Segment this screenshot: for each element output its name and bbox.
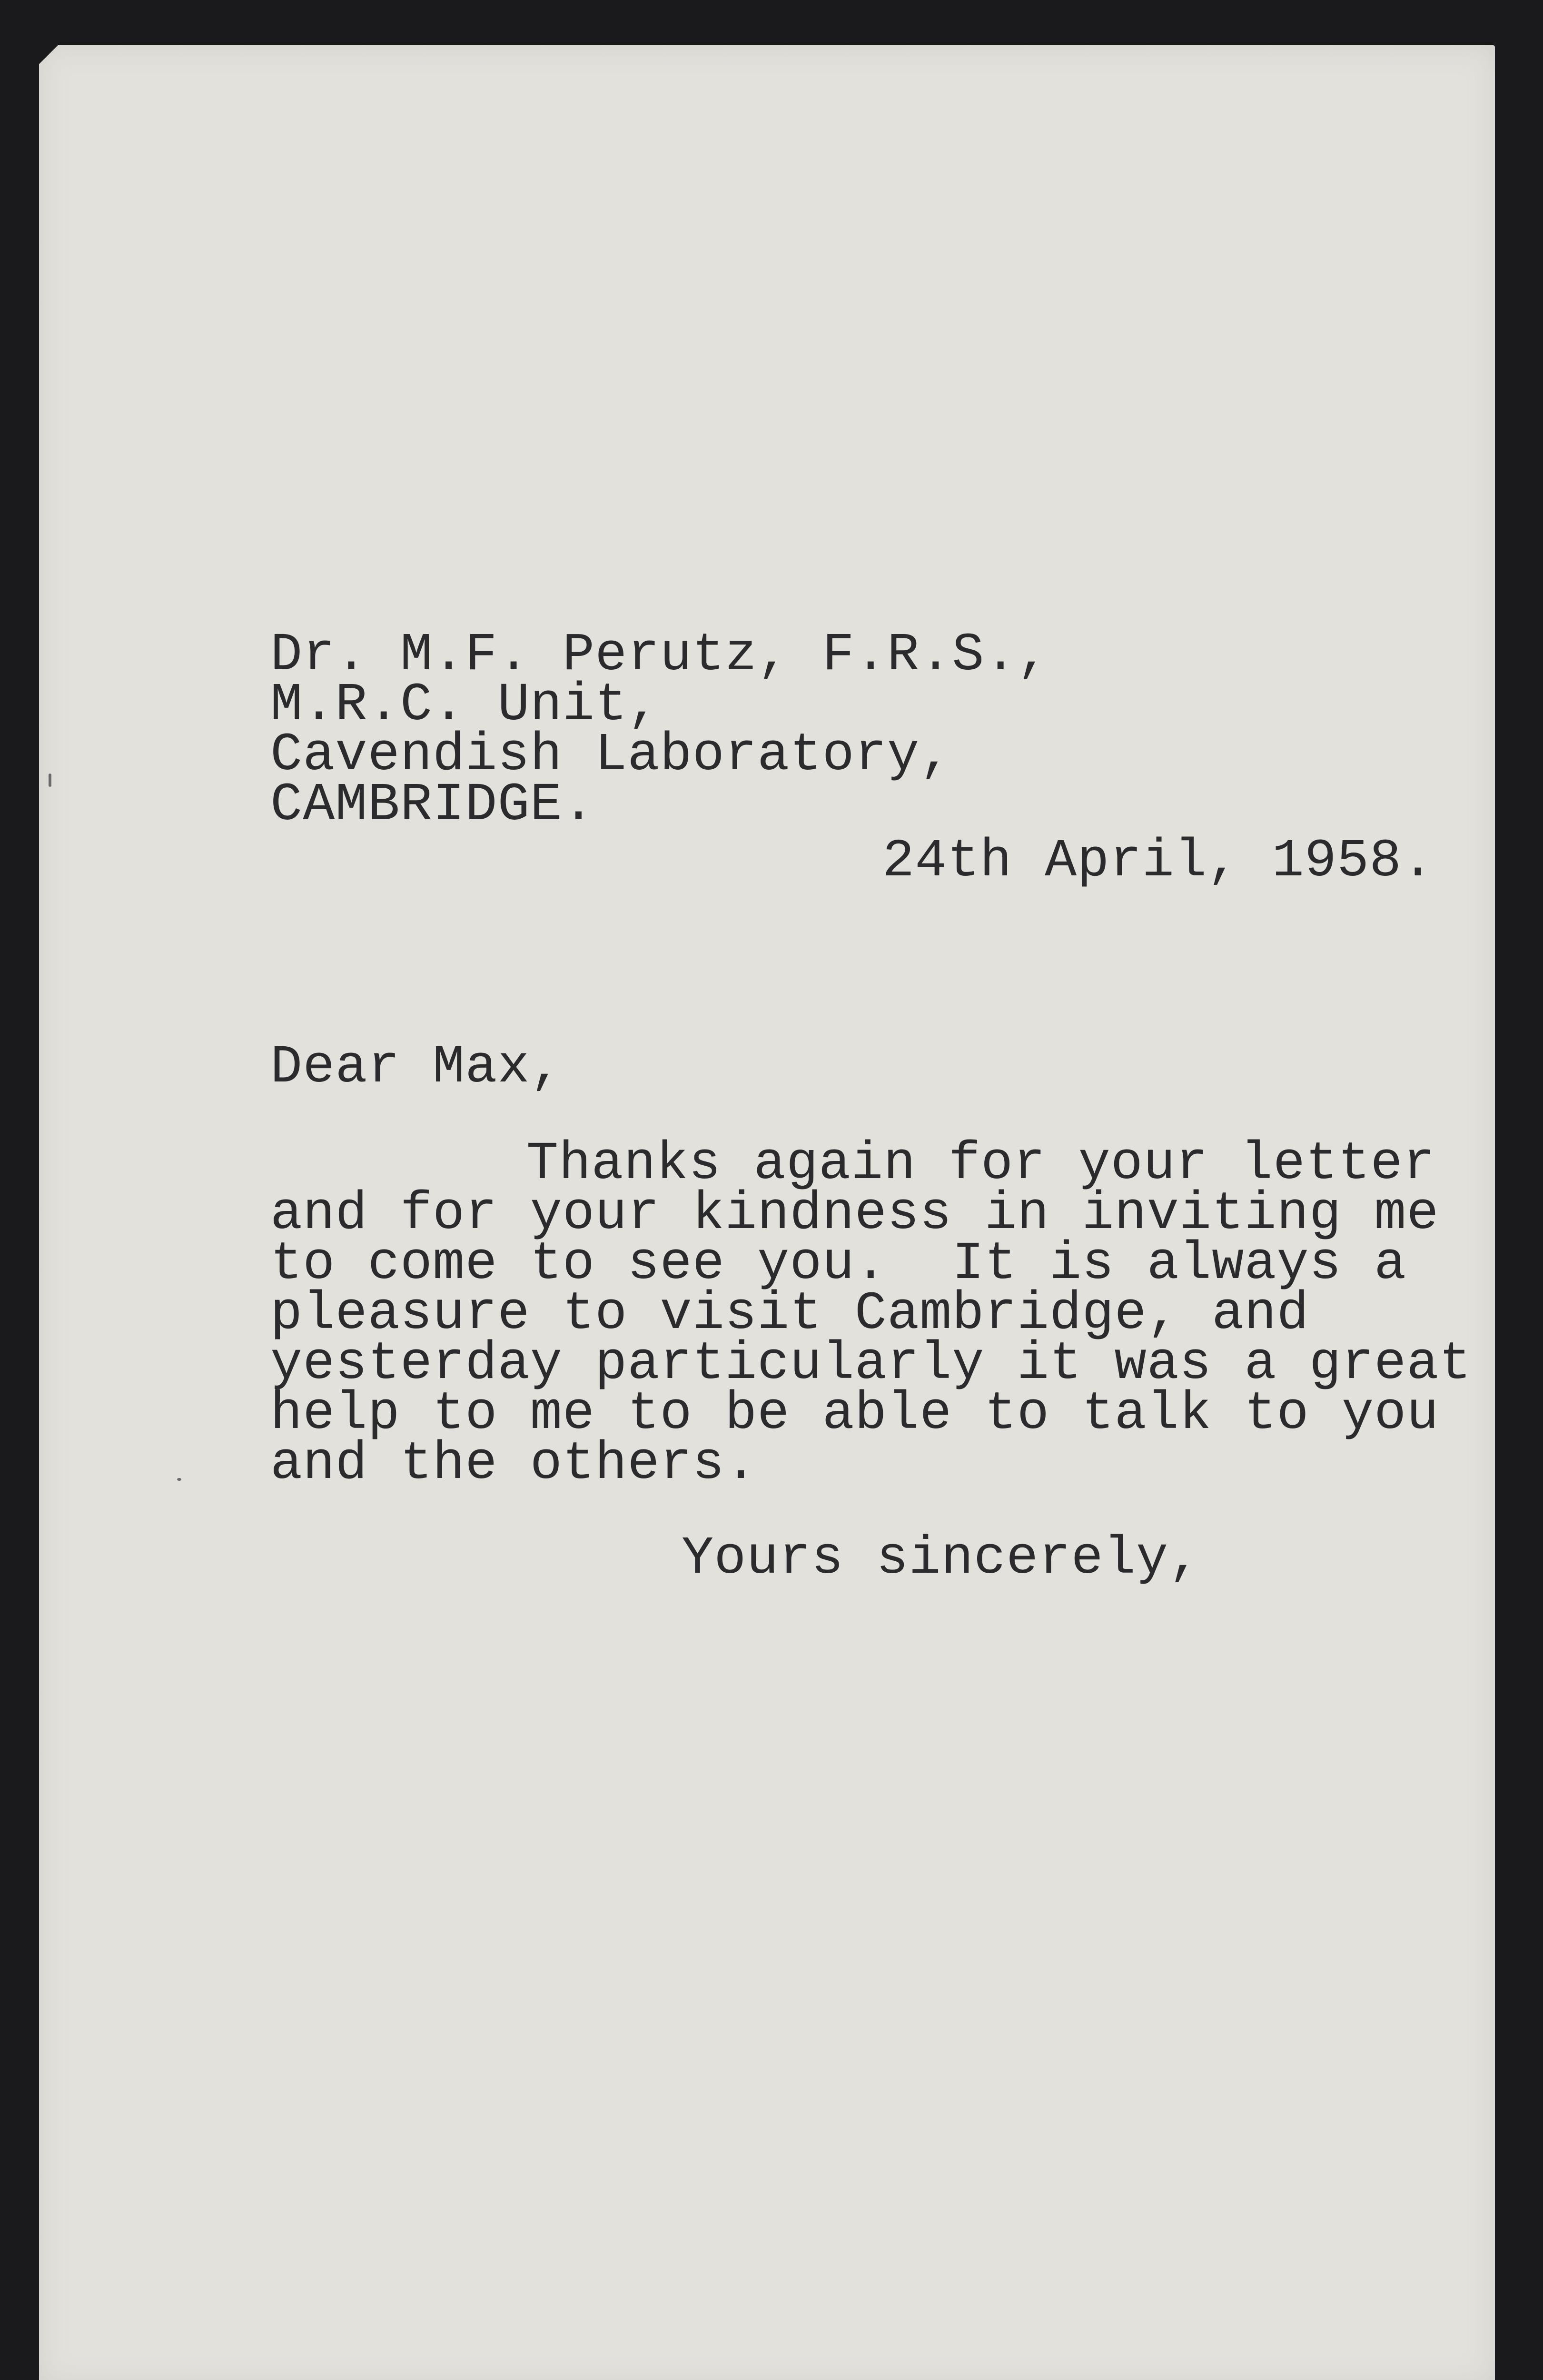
recipient-name: Dr. M.F. Perutz, F.R.S., <box>270 625 1050 685</box>
body-line: Thanks again for your letter <box>526 1134 1435 1194</box>
paper-speck <box>177 1478 181 1481</box>
salutation: Dear Max, <box>270 1037 563 1098</box>
recipient-laboratory: Cavendish Laboratory, <box>270 725 952 785</box>
body-line: pleasure to visit Cambridge, and <box>270 1284 1309 1344</box>
body-line: and for your kindness in inviting me <box>270 1184 1439 1244</box>
closing: Yours sincerely, <box>682 1528 1201 1589</box>
body-line: yesterday particularly it was a great <box>270 1334 1472 1394</box>
body-line: help to me to be able to talk to you <box>270 1384 1439 1444</box>
recipient-city: CAMBRIDGE. <box>270 775 595 835</box>
body-line: to come to see you. It is always a <box>270 1234 1407 1294</box>
letter-page <box>39 45 1495 2380</box>
body-line: and the others. <box>270 1434 758 1494</box>
paper-speck <box>49 774 51 787</box>
letter-date: 24th April, 1958. <box>882 831 1434 892</box>
recipient-unit: M.R.C. Unit, <box>270 675 660 735</box>
